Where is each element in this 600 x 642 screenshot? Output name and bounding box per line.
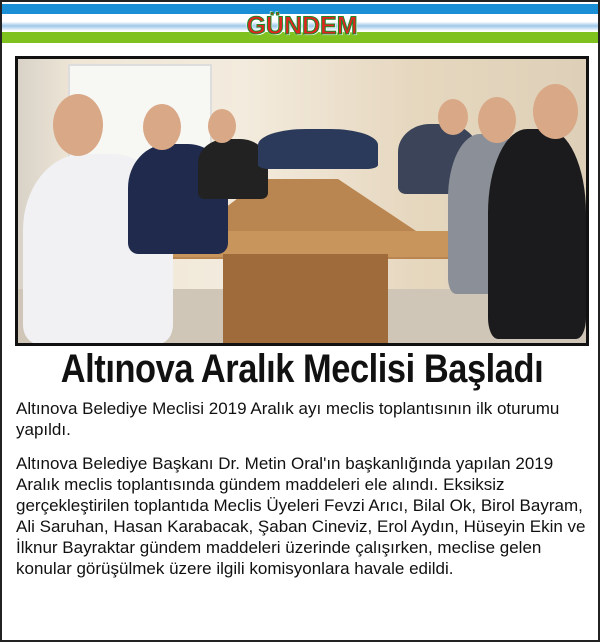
person-head (53, 94, 103, 156)
article-body: Altınova Belediye Başkanı Dr. Metin Oral'ın başkanlığında yapılan 2019 Aralık meclis toplantısında gündem maddeleri ele alındı. Eksiksiz gerçekleştirilen toplantıda Meclis Üyeleri Fevzi Arıcı, Bilal Ok, Birol Bayram, Ali Saruhan, Hasan Karabacak, Şaban Cineviz, Erol Aydın, Hüseyin Ekin ve İlknur Bayraktar gündem maddeleri üzerinde çalışırken, meclise gelen konular görüşülmek üzere ilgili komisyonlara havale edildi. (16, 454, 586, 578)
person-head (533, 84, 578, 139)
person-head (438, 99, 468, 135)
photo-table-front (223, 254, 388, 344)
people-back (258, 129, 378, 169)
person-head (208, 109, 236, 143)
person-head (143, 104, 181, 150)
section-title: GÜNDEM (246, 12, 358, 40)
meeting-photo (15, 56, 589, 346)
article-lead: Altınova Belediye Meclisi 2019 Aralık ayı meclis toplantısının ilk oturumu yapıldı. (16, 399, 560, 439)
person-right (488, 129, 586, 339)
article-headline: Altınova Aralık Meclisi Başladı (60, 347, 544, 391)
